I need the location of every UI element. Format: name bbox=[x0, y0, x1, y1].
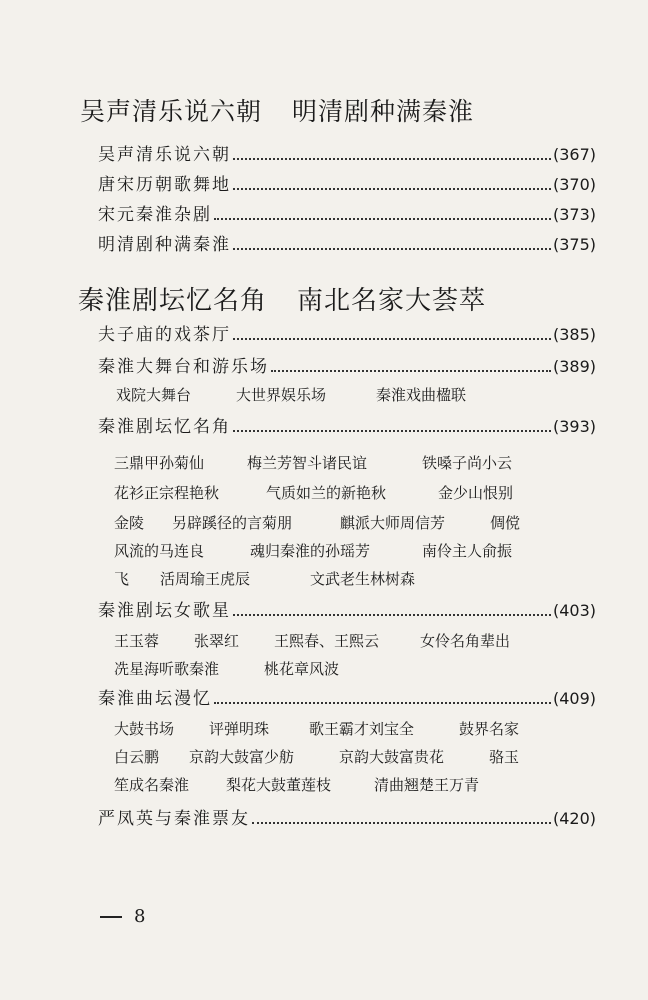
toc-entry-label: 吴声清乐说六朝 bbox=[98, 145, 231, 165]
sub-topic: 魂归秦淮的孙瑶芳 bbox=[250, 542, 371, 560]
sub-topic-line bbox=[114, 656, 339, 682]
section-title-2-b: 南北名家大荟萃 bbox=[297, 286, 487, 316]
sub-topic: 三鼎甲孙菊仙 bbox=[114, 454, 205, 472]
folio-dash bbox=[100, 916, 122, 918]
leader-dots bbox=[271, 370, 551, 372]
toc-entry-label: 夫子庙的戏茶厅 bbox=[98, 325, 231, 345]
toc-entry[interactable] bbox=[98, 322, 596, 348]
sub-topic: 飞 bbox=[114, 570, 130, 588]
sub-topic: 冼星海听歌秦淮 bbox=[114, 660, 220, 678]
toc-entry[interactable] bbox=[98, 414, 596, 440]
sub-topic: 金少山恨别 bbox=[438, 484, 514, 502]
sub-topic: 骆玉 bbox=[489, 748, 520, 766]
sub-topic-line bbox=[114, 628, 510, 654]
sub-topic: 活周瑜王虎辰 bbox=[160, 570, 251, 588]
sub-topic-line bbox=[116, 382, 466, 408]
leader-dots bbox=[233, 614, 551, 616]
sub-topic-line bbox=[114, 716, 519, 742]
sub-topic-line bbox=[114, 538, 512, 564]
toc-entry[interactable] bbox=[98, 202, 596, 228]
sub-topic: 评弹明珠 bbox=[209, 720, 270, 738]
toc-entry-page: (393) bbox=[552, 417, 596, 436]
page-number bbox=[100, 906, 145, 927]
toc-entry-page: (367) bbox=[552, 145, 596, 164]
sub-topic-line bbox=[114, 510, 520, 536]
section-title-1 bbox=[80, 92, 474, 128]
toc-entry-label: 秦淮剧坛忆名角 bbox=[98, 417, 231, 437]
leader-dots bbox=[233, 188, 551, 190]
toc-entry-label: 明清剧种满秦淮 bbox=[98, 235, 231, 255]
toc-entry-page: (385) bbox=[552, 325, 596, 344]
leader-dots bbox=[233, 248, 551, 250]
toc-entry-page: (389) bbox=[552, 357, 596, 376]
toc-entry[interactable] bbox=[98, 806, 596, 832]
sub-topic-line bbox=[114, 744, 519, 770]
sub-topic-line bbox=[114, 772, 479, 798]
sub-topic: 大鼓书场 bbox=[114, 720, 175, 738]
sub-topic: 铁嗓子尚小云 bbox=[422, 454, 513, 472]
sub-topic: 歌王霸才刘宝全 bbox=[309, 720, 415, 738]
leader-dots bbox=[233, 430, 551, 432]
sub-topic: 张翠红 bbox=[194, 632, 240, 650]
sub-topic: 清曲翘楚王万青 bbox=[374, 776, 480, 794]
leader-dots bbox=[214, 218, 551, 220]
sub-topic: 女伶名角辈出 bbox=[420, 632, 511, 650]
toc-entry-page: (370) bbox=[552, 175, 596, 194]
toc-entry-label: 秦淮大舞台和游乐场 bbox=[98, 357, 269, 377]
toc-entry[interactable] bbox=[98, 232, 596, 258]
leader-dots bbox=[233, 158, 551, 160]
sub-topic: 桃花章风波 bbox=[264, 660, 340, 678]
sub-topic: 文武老生林树森 bbox=[310, 570, 416, 588]
sub-topic: 戏院大舞台 bbox=[116, 386, 192, 404]
sub-topic: 气质如兰的新艳秋 bbox=[266, 484, 387, 502]
sub-topic: 风流的马连良 bbox=[114, 542, 205, 560]
section-title-2 bbox=[78, 280, 486, 317]
sub-topic: 梨花大鼓董莲枝 bbox=[226, 776, 332, 794]
sub-topic: 王熙春、王熙云 bbox=[274, 632, 380, 650]
sub-topic: 京韵大鼓富贵花 bbox=[339, 748, 445, 766]
page-number-value: 8 bbox=[134, 906, 146, 927]
sub-topic: 笙成名秦淮 bbox=[114, 776, 190, 794]
leader-dots bbox=[233, 338, 551, 340]
toc-entry[interactable] bbox=[98, 598, 596, 624]
sub-topic: 麒派大师周信芳 bbox=[340, 514, 446, 532]
toc-entry[interactable] bbox=[98, 142, 596, 168]
sub-topic: 花衫正宗程艳秋 bbox=[114, 484, 220, 502]
toc-entry[interactable] bbox=[98, 686, 596, 712]
sub-topic: 梅兰芳智斗诸民谊 bbox=[247, 454, 368, 472]
toc-entry-label: 唐宋历朝歌舞地 bbox=[98, 175, 231, 195]
toc-entry-label: 秦淮曲坛漫忆 bbox=[98, 689, 212, 709]
sub-topic-line bbox=[114, 566, 415, 592]
sub-topic: 王玉蓉 bbox=[114, 632, 160, 650]
toc-entry-page: (403) bbox=[552, 601, 596, 620]
section-title-2-a: 秦淮剧坛忆名角 bbox=[78, 286, 268, 316]
toc-entry-page: (420) bbox=[552, 809, 596, 828]
toc-entry-label: 秦淮剧坛女歌星 bbox=[98, 601, 231, 621]
sub-topic: 鼓界名家 bbox=[459, 720, 520, 738]
section-title-1-a: 吴声清乐说六朝 bbox=[80, 97, 263, 126]
sub-topic: 大世界娱乐场 bbox=[236, 386, 327, 404]
toc-entry[interactable] bbox=[98, 354, 596, 380]
toc-entry[interactable] bbox=[98, 172, 596, 198]
toc-entry-page: (375) bbox=[552, 235, 596, 254]
leader-dots bbox=[214, 702, 551, 704]
sub-topic-line bbox=[114, 450, 512, 476]
sub-topic: 金陵 bbox=[114, 514, 145, 532]
sub-topic-line bbox=[114, 480, 513, 506]
sub-topic: 京韵大鼓富少舫 bbox=[189, 748, 295, 766]
toc-entry-page: (373) bbox=[552, 205, 596, 224]
sub-topic: 秦淮戏曲楹联 bbox=[376, 386, 467, 404]
sub-topic: 南伶主人俞振 bbox=[422, 542, 513, 560]
section-title-1-b: 明清剧种满秦淮 bbox=[292, 97, 475, 126]
toc-entry-label: 严凤英与秦淮票友 bbox=[98, 809, 250, 829]
toc-entry-page: (409) bbox=[552, 689, 596, 708]
sub-topic: 另辟蹊径的言菊朋 bbox=[172, 514, 293, 532]
toc-entry-label: 宋元秦淮杂剧 bbox=[98, 205, 212, 225]
sub-topic: 倜傥 bbox=[490, 514, 521, 532]
leader-dots bbox=[252, 822, 551, 824]
sub-topic: 白云鹏 bbox=[114, 748, 160, 766]
